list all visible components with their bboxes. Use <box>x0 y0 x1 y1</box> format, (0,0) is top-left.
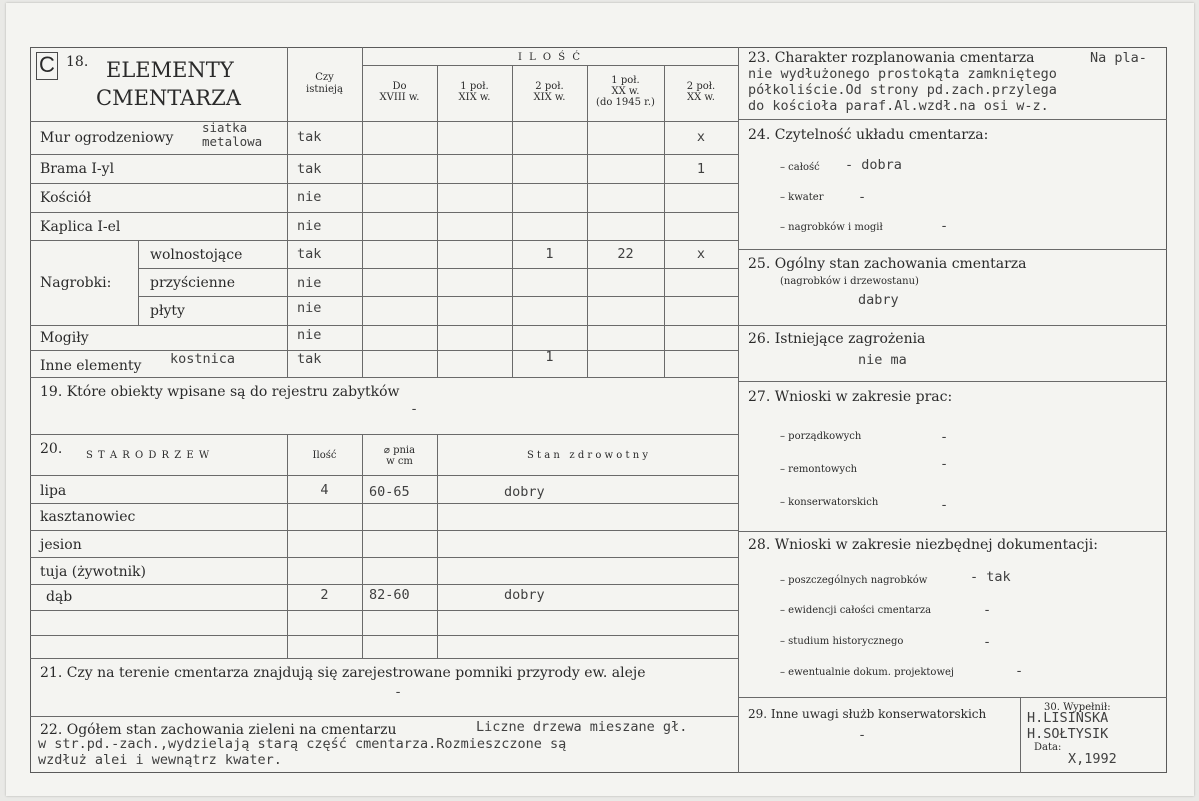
row-exists-wall: tak <box>297 129 322 145</box>
trees-diam-header: ⌀ pnia w cm <box>383 445 416 467</box>
section-28-item-value-4: - <box>1015 663 1024 679</box>
section-19-label: 19. Które obiekty wpisane są do rejestru zabytków <box>40 384 400 400</box>
section-27-item-value-2: - <box>940 456 949 472</box>
section-20-title: S T A R O D R Z E W <box>86 450 211 461</box>
section-22-line2: w str.pd.-zach.,wydzielają starą część cmentarza.Rozmieszczone są <box>38 736 567 752</box>
row-exists-church: nie <box>297 189 322 205</box>
period-header-1: Do XVIII w. <box>379 81 420 103</box>
section-18-number: 18. <box>66 54 89 70</box>
row-exists-wall-mounted: nie <box>297 275 322 291</box>
period-header-4: 1 poł. XX w. (do 1945 r.) <box>596 75 655 108</box>
row-other-c2: 1 <box>545 349 554 365</box>
row-label-wall: Mur ogrodzeniowy <box>40 130 174 146</box>
section-24-item-label-2: – kwater <box>780 192 824 203</box>
section-28-item-label-4: – ewentualnie dokum. projektowej <box>780 667 955 678</box>
section-28-item-label-1: – poszczególnych nagrobków <box>780 575 928 586</box>
section-23-value-line2: półkoliście.Od strony pd.zach.przylega <box>748 82 1057 98</box>
row-gate-c4: 1 <box>696 161 706 177</box>
row-label-slabs: płyty <box>150 303 185 319</box>
tree-state-1: dobry <box>504 484 545 500</box>
section-18-title-line1: ELEMENTY <box>106 58 234 82</box>
section-28-item-label-2: – ewidencji całości cmentarza <box>780 605 932 616</box>
tree-name-5: dąb <box>46 589 73 605</box>
row-label-freestanding: wolnostojące <box>150 247 243 263</box>
section-26-label: 26. Istniejące zagrożenia <box>748 331 926 347</box>
section-24-item-value-2: - <box>858 189 867 205</box>
row-freestanding-c3: 22 <box>617 246 634 262</box>
row-label-wall-mounted: przyścienne <box>150 275 236 291</box>
quantity-header: I L O Ś Ć <box>517 52 582 63</box>
section-24-item-value-3: - <box>940 218 949 234</box>
section-24-item-label-3: – nagrobków i mogił <box>780 222 883 233</box>
section-22-line3: wzdłuż alei i wewnątrz kwater. <box>38 752 282 768</box>
category-code-box: C <box>36 52 58 80</box>
section-28-item-value-2: - <box>983 602 992 618</box>
row-label-gate: Brama I-yl <box>40 161 115 177</box>
tree-qty-5: 2 <box>320 587 329 603</box>
tree-name-1: lipa <box>40 483 67 499</box>
section-28-item-label-3: – studium historycznego <box>780 636 904 647</box>
section-26-value: nie ma <box>858 352 907 368</box>
row-freestanding-c4: x <box>696 246 706 262</box>
row-exists-graves: nie <box>297 327 322 343</box>
period-header-2: 1 poł. XIX w. <box>458 81 491 103</box>
exists-header-line2: istnieją <box>306 84 343 95</box>
section-24-item-value-1: - dobra <box>845 157 902 173</box>
section-21-value: - <box>394 684 403 700</box>
section-18-title-line2: CMENTARZA <box>96 86 241 110</box>
section-22-label: 22. Ogółem stan zachowania zieleni na cmentarzu <box>40 722 397 738</box>
tree-state-5: dobry <box>504 587 545 603</box>
section-24-label: 24. Czytelność układu cmentarza: <box>748 127 989 143</box>
section-27-item-label-3: – konserwatorskich <box>780 497 879 508</box>
row-exists-freestanding: tak <box>297 246 322 262</box>
section-29-value: - <box>858 727 867 743</box>
section-28-item-value-3: - <box>983 634 992 650</box>
section-27-item-label-2: – remontowych <box>780 464 858 475</box>
date-label: Data: <box>1034 742 1062 753</box>
section-29-label: 29. Inne uwagi służb konserwatorskich <box>748 707 987 721</box>
period-header-3: 2 poł. XIX w. <box>533 81 566 103</box>
section-23-value-line0: Na pla- <box>1090 50 1147 66</box>
period-header-5: 2 poł. XX w. <box>686 81 716 103</box>
section-22-line1: Liczne drzewa mieszane gł. <box>476 719 688 735</box>
filled-by-name-2: H.SOŁTYSIK <box>1027 726 1109 742</box>
section-25-value: dabry <box>858 292 899 308</box>
date-value: X,1992 <box>1068 751 1117 767</box>
row-label-chapel: Kaplica I-el <box>40 219 121 235</box>
section-28-label: 28. Wnioski w zakresie niezbędnej dokumentacji: <box>748 537 1098 553</box>
section-20-number: 20. <box>40 441 63 457</box>
section-27-label: 27. Wnioski w zakresie prac: <box>748 389 953 405</box>
section-23-label: 23. Charakter rozplanowania cmentarza <box>748 50 1035 66</box>
tree-qty-1: 4 <box>320 482 329 498</box>
row-wall-c4: x <box>696 129 706 145</box>
section-27-item-value-1: - <box>940 429 949 445</box>
section-23-value-line3: do kościoła paraf.Al.wzdł.na osi w-z. <box>748 98 1049 114</box>
filled-by-name-1: H.LISIŃSKA <box>1027 710 1109 726</box>
section-24-item-label-1: – całość <box>780 162 820 173</box>
section-30-label: 30. Wypełnił: <box>1044 702 1111 713</box>
row-label-tombstones: Nagrobki: <box>40 275 112 291</box>
section-28-item-value-1: - tak <box>970 569 1011 585</box>
row-label-graves: Mogiły <box>40 330 89 346</box>
row-label-other: Inne elementy <box>40 358 142 374</box>
trees-qty-header: Ilość <box>312 450 337 461</box>
row-note-other: kostnica <box>170 351 236 367</box>
tree-name-3: jesion <box>40 537 82 553</box>
row-label-church: Kościół <box>40 190 91 206</box>
tree-diam-5: 82-60 <box>369 587 410 603</box>
row-exists-other: tak <box>297 351 322 367</box>
section-19-value: - <box>410 401 419 417</box>
section-21-label: 21. Czy na terenie cmentarza znajdują się zarejestrowane pomniki przyrody ew. aleje <box>40 665 646 681</box>
section-27-item-value-3: - <box>940 497 949 513</box>
row-note-wall: siatka metalowa <box>202 120 263 149</box>
tree-name-2: kasztanowiec <box>40 509 136 525</box>
section-27-item-label-1: – porządkowych <box>780 431 862 442</box>
exists-header-line1: Czy <box>315 72 334 83</box>
trees-state-header: S t a n z d r o w o t n y <box>527 450 648 461</box>
tree-name-4: tuja (żywotnik) <box>40 564 147 580</box>
row-exists-slabs: nie <box>297 300 322 316</box>
row-exists-chapel: nie <box>297 218 322 234</box>
row-freestanding-c2: 1 <box>545 246 554 262</box>
tree-diam-1: 60-65 <box>369 484 410 500</box>
section-25-label: 25. Ogólny stan zachowania cmentarza <box>748 256 1027 272</box>
row-exists-gate: tak <box>297 161 322 177</box>
section-23-value-line1: nie wydłużonego prostokąta zamkniętego <box>748 66 1057 82</box>
section-25-sub: (nagrobków i drzewostanu) <box>780 276 919 287</box>
